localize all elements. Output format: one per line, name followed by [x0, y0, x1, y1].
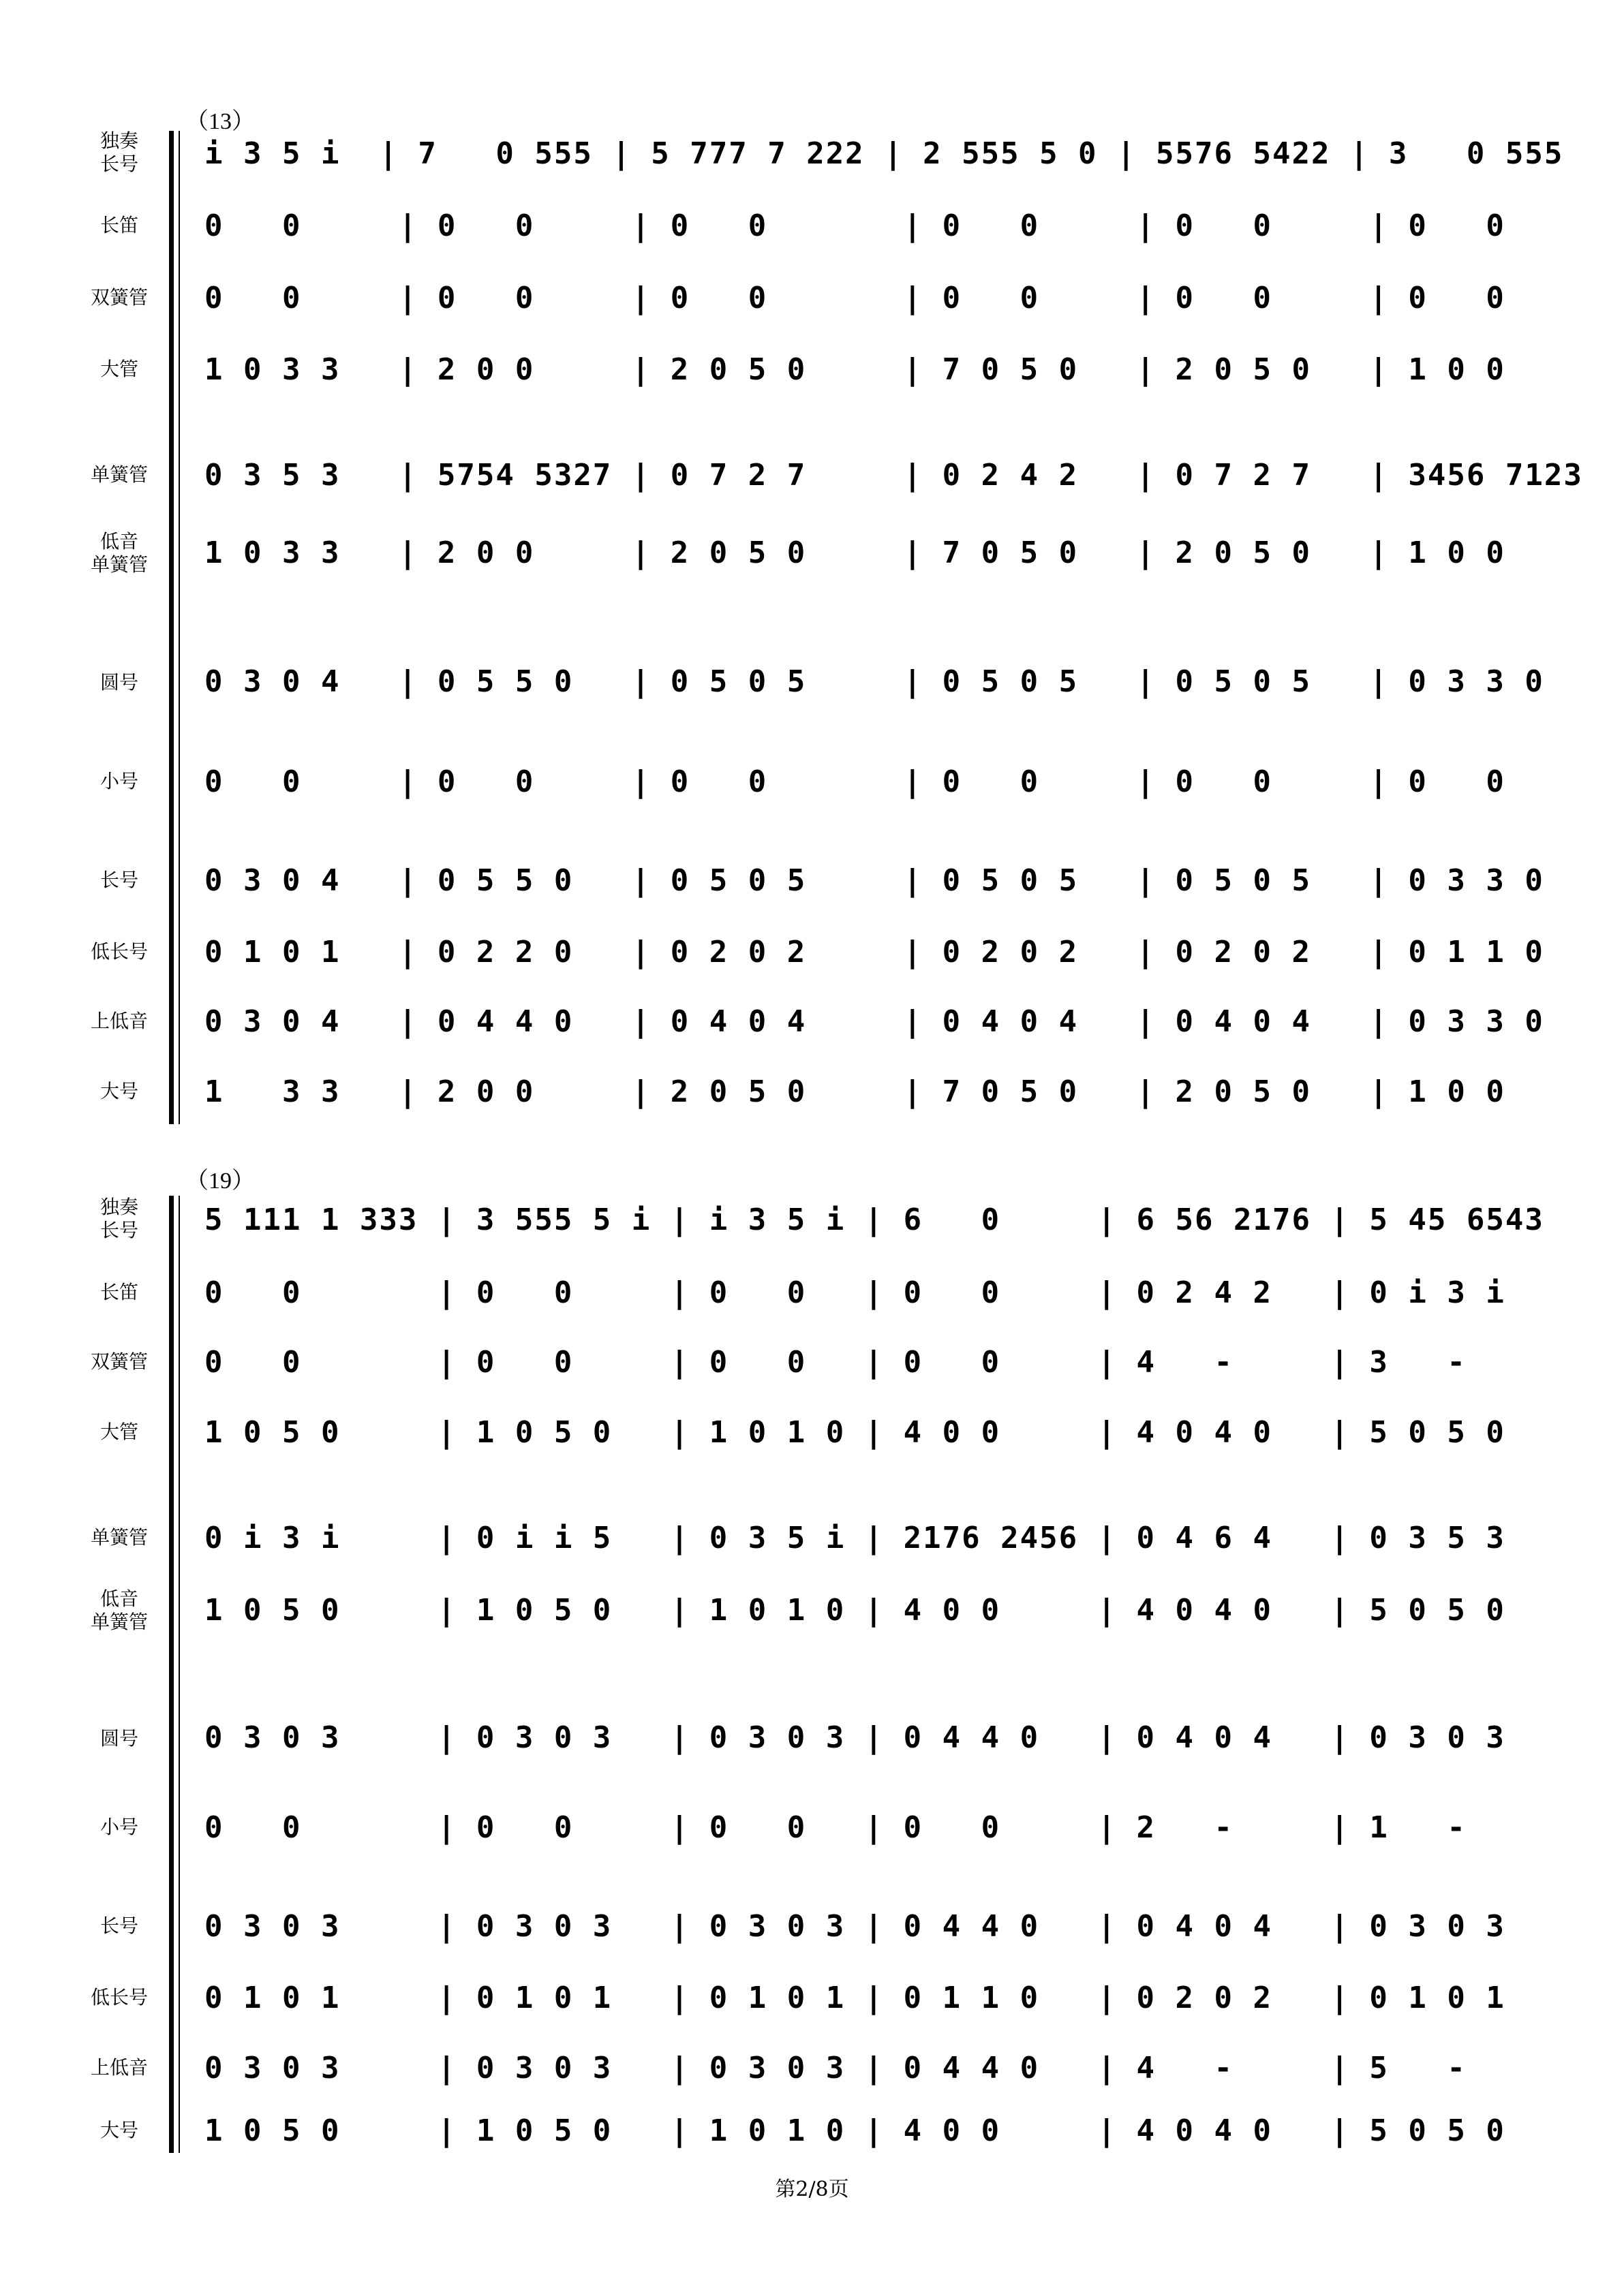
notation-line: 0 1 0 1 | 0 1 0 1 | 0 1 0 1 | 0 1 1 0 | 0 2 0 2 | 0 1 0 1: [204, 1981, 1505, 2015]
notation-line: i 3 5 i | 7 0 555 | 5 777 7 222 | 2 555 5 0 | 5576 5422 | 3 0 555: [204, 136, 1564, 171]
notation-line: 0 0 | 0 0 | 0 0 | 0 0 | 0 0 | 0 0: [204, 281, 1505, 315]
system-bracket-thin: [179, 1196, 180, 2153]
notation-line: 1 3 3 | 2 0 0 | 2 0 5 0 | 7 0 5 0 | 2 0 5 0 | 1 0 0: [204, 1074, 1505, 1109]
instrument-label: 独奏 长号: [99, 1196, 138, 1241]
measure-number-19: （19）: [185, 1168, 255, 1194]
notation-line: 0 0 | 0 0 | 0 0 | 0 0 | 4 - | 3 -: [204, 1345, 1467, 1380]
notation-line: 0 0 | 0 0 | 0 0 | 0 0 | 0 0 | 0 0: [204, 764, 1505, 799]
notation-line: 0 3 0 3 | 0 3 0 3 | 0 3 0 3 | 0 4 4 0 | 4 - | 5 -: [204, 2051, 1467, 2085]
notation-line: 0 3 5 3 | 5754 5327 | 0 7 2 7 | 0 2 4 2 | 0 7 2 7 | 3456 7123: [204, 458, 1583, 493]
notation-line: 5 111 1 333 | 3 555 5 i | i 3 5 i | 6 0 | 6 56 2176 | 5 45 6543: [204, 1203, 1544, 1237]
system-bracket-thin: [179, 131, 180, 1124]
instrument-label: 圆号: [99, 1727, 138, 1750]
instrument-label: 单簧管: [90, 1526, 148, 1549]
instrument-label: 大管: [99, 1421, 138, 1443]
notation-line: 1 0 5 0 | 1 0 5 0 | 1 0 1 0 | 4 0 0 | 4 0 4 0 | 5 0 5 0: [204, 2113, 1505, 2148]
instrument-label: 低音 单簧管: [90, 1587, 148, 1633]
notation-line: 1 0 5 0 | 1 0 5 0 | 1 0 1 0 | 4 0 0 | 4 0 4 0 | 5 0 5 0: [204, 1415, 1505, 1450]
instrument-label: 小号: [99, 770, 138, 792]
instrument-label: 低长号: [90, 1986, 148, 2008]
instrument-label: 大号: [99, 2119, 138, 2141]
instrument-label: 单簧管: [90, 463, 148, 486]
instrument-label: 上低音: [90, 1010, 148, 1032]
notation-line: 0 3 0 3 | 0 3 0 3 | 0 3 0 3 | 0 4 4 0 | 0 4 0 4 | 0 3 0 3: [204, 1909, 1505, 1944]
notation-line: 1 0 3 3 | 2 0 0 | 2 0 5 0 | 7 0 5 0 | 2 0 5 0 | 1 0 0: [204, 536, 1505, 570]
instrument-label: 双簧管: [90, 286, 148, 309]
notation-line: 0 0 | 0 0 | 0 0 | 0 0 | 0 2 4 2 | 0 i 3 i: [204, 1275, 1505, 1310]
notation-line: 0 0 | 0 0 | 0 0 | 0 0 | 0 0 | 0 0: [204, 208, 1505, 243]
instrument-label: 小号: [99, 1816, 138, 1838]
instrument-label: 低音 单簧管: [90, 530, 148, 576]
instrument-label: 大管: [99, 358, 138, 380]
notation-line: 1 0 5 0 | 1 0 5 0 | 1 0 1 0 | 4 0 0 | 4 0 4 0 | 5 0 5 0: [204, 1593, 1505, 1628]
page-number: 第2/8页: [775, 2177, 849, 2201]
instrument-label: 长笛: [99, 214, 138, 236]
notation-line: 0 3 0 4 | 0 4 4 0 | 0 4 0 4 | 0 4 0 4 | 0 4 0 4 | 0 3 3 0: [204, 1004, 1544, 1039]
measure-number-13: （13）: [185, 109, 255, 134]
instrument-label: 长笛: [99, 1281, 138, 1303]
system-bracket: [169, 1196, 174, 2153]
notation-line: 0 3 0 3 | 0 3 0 3 | 0 3 0 3 | 0 4 4 0 | 0 4 0 4 | 0 3 0 3: [204, 1720, 1505, 1755]
instrument-label: 大号: [99, 1080, 138, 1102]
instrument-label: 圆号: [99, 671, 138, 694]
notation-line: 0 0 | 0 0 | 0 0 | 0 0 | 2 - | 1 -: [204, 1810, 1467, 1845]
notation-line: 0 1 0 1 | 0 2 2 0 | 0 2 0 2 | 0 2 0 2 | 0 2 0 2 | 0 1 1 0: [204, 935, 1544, 969]
instrument-label: 双簧管: [90, 1350, 148, 1373]
notation-line: 0 3 0 4 | 0 5 5 0 | 0 5 0 5 | 0 5 0 5 | 0 5 0 5 | 0 3 3 0: [204, 863, 1544, 898]
instrument-label: 长号: [99, 1914, 138, 1937]
instrument-label: 低长号: [90, 940, 148, 963]
system-bracket: [169, 131, 174, 1124]
instrument-label: 长号: [99, 869, 138, 891]
instrument-label: 独奏 长号: [99, 129, 138, 175]
notation-line: 0 i 3 i | 0 i i 5 | 0 3 5 i | 2176 2456 | 0 4 6 4 | 0 3 5 3: [204, 1521, 1505, 1555]
notation-line: 1 0 3 3 | 2 0 0 | 2 0 5 0 | 7 0 5 0 | 2 0 5 0 | 1 0 0: [204, 352, 1505, 387]
notation-line: 0 3 0 4 | 0 5 5 0 | 0 5 0 5 | 0 5 0 5 | 0 5 0 5 | 0 3 3 0: [204, 664, 1544, 699]
instrument-label: 上低音: [90, 2056, 148, 2079]
